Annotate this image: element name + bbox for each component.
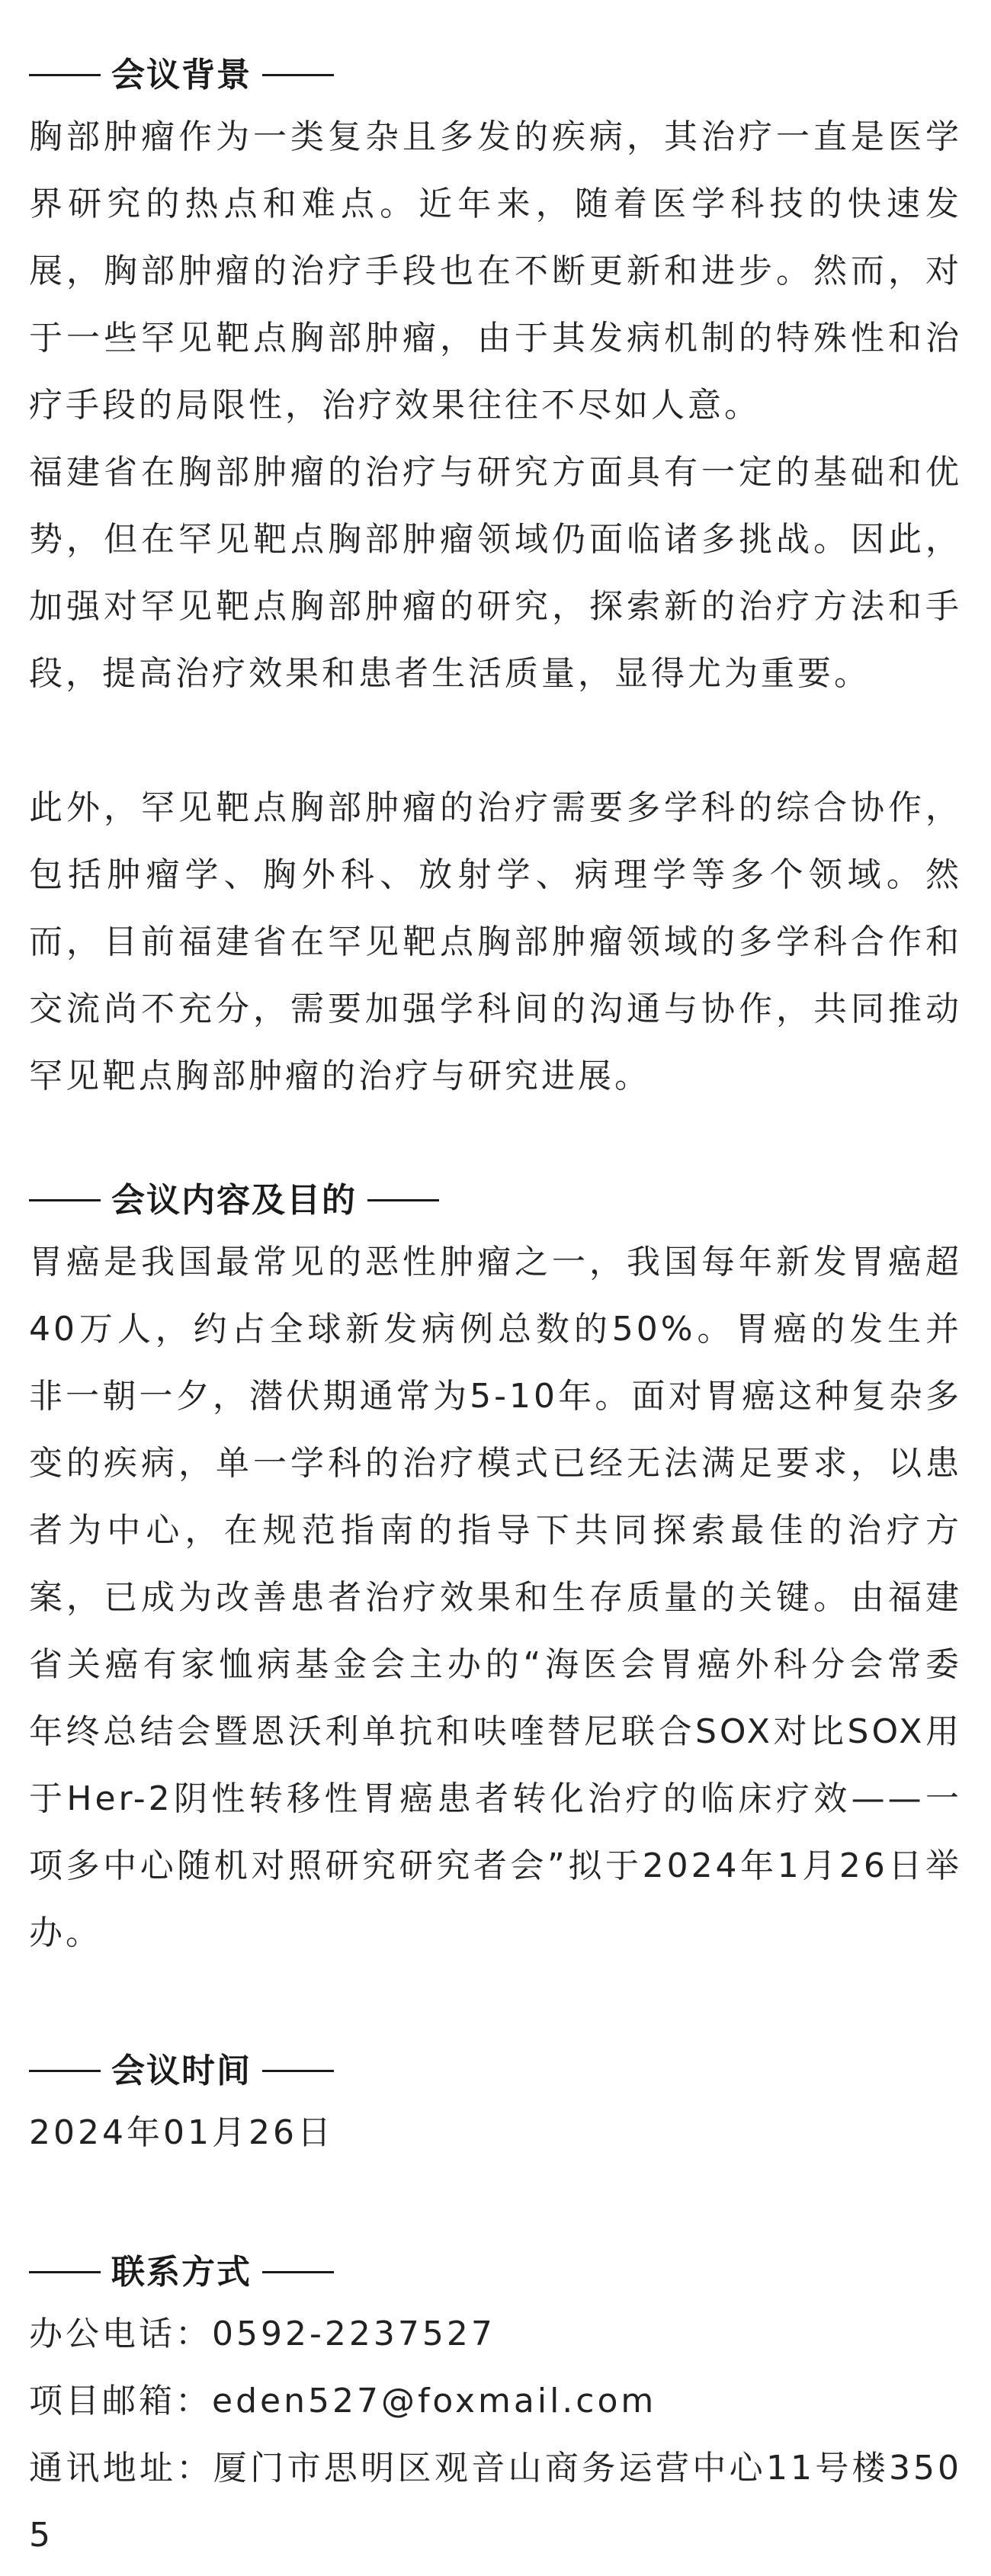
heading-dash-left — [29, 74, 101, 76]
background-paragraph-1: 胸部肿瘤作为一类复杂且多发的疾病，其治疗一直是医学界研究的热点和难点。近年来，随着医学科技的快速发展，胸部肿瘤的治疗手段也在不断更新和进步。然而，对于一些罕见靶点胸部肿瘤，由于其发病机制的特殊性和治疗手段的局限性，治疗效果往往不尽如人意。 — [29, 117, 962, 425]
heading-dash-right — [262, 74, 334, 76]
section-heading-text: 会议内容及目的 — [111, 1181, 357, 1220]
heading-dash-left — [29, 1199, 101, 1201]
heading-dash-right — [262, 2070, 334, 2072]
section-heading-text: 会议时间 — [111, 2051, 252, 2090]
section-heading-content — [29, 1173, 439, 1221]
section-heading-contact — [29, 2244, 334, 2293]
email-address: eden527@foxmail.com — [212, 2382, 657, 2420]
section-heading-text: 联系方式 — [111, 2253, 252, 2292]
contact-phone-row — [29, 2301, 496, 2368]
email-label: 项目邮箱： — [29, 2382, 212, 2420]
contact-address-row — [29, 2435, 962, 2569]
section-heading-text: 会议背景 — [111, 56, 252, 95]
phone-label: 办公电话： — [29, 2315, 212, 2353]
background-paragraph-3: 此外，罕见靶点胸部肿瘤的治疗需要多学科的综合协作，包括肿瘤学、胸外科、放射学、病理学等多个领域。然而，目前福建省在罕见靶点胸部肿瘤领域的多学科合作和交流尚不充分，需要加强学科间的沟通与协作，共同推动罕见靶点胸部肿瘤的治疗与研究进展。 — [29, 788, 962, 1096]
section-heading-time — [29, 2043, 334, 2092]
heading-dash-right — [367, 1199, 439, 1201]
contact-email-row — [29, 2368, 656, 2435]
heading-dash-left — [29, 2070, 101, 2072]
phone-number: 0592-2237527 — [212, 2315, 496, 2353]
background-paragraph-2: 福建省在胸部肿瘤的治疗与研究方面具有一定的基础和优势，但在罕见靶点胸部肿瘤领域仍面临诸多挑战。因此，加强对罕见靶点胸部肿瘤的研究，探索新的治疗方法和手段，提高治疗效果和患者生活质量，显得尤为重要。 — [29, 453, 962, 693]
heading-dash-left — [29, 2271, 101, 2273]
content-paragraph: 胃癌是我国最常见的恶性肿瘤之一，我国每年新发胃癌超40万人，约占全球新发病例总数的50%。胃癌的发生并非一朝一夕，潜伏期通常为5-10年。面对胃癌这种复杂多变的疾病，单一学科的治疗模式已经无法满足要求，以患者为中心，在规范指南的指导下共同探索最佳的治疗方案，已成为改善患者治疗效果和生存质量的关键。由福建省关癌有家恤病基金会主办的“海医会胃癌外科分会常委年终总结会暨恩沃利单抗和呋喹替尼联合SOX对比SOX用于Her-2阴性转移性胃癌患者转化治疗的临床疗效——一项多中心随机对照研究研究者会”拟于2024年1月26日举办。 — [29, 1243, 962, 1952]
meeting-date: 2024年01月26日 — [29, 2113, 334, 2152]
heading-dash-right — [262, 2271, 334, 2273]
address-value: 厦门市思明区观音山商务运营中心11号楼3505 — [29, 2449, 962, 2555]
address-label: 通讯地址： — [29, 2449, 213, 2488]
section-heading-background — [29, 47, 334, 96]
